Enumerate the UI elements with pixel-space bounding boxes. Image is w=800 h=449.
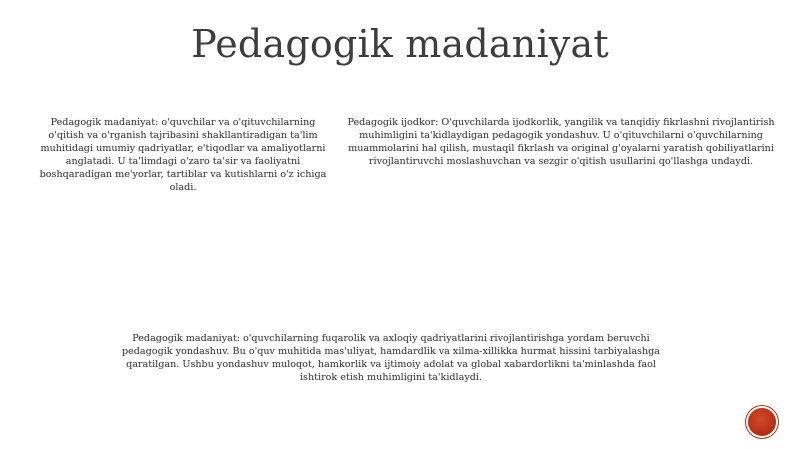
slide-title: Pedagogik madaniyat	[191, 22, 609, 66]
next-slide-circle-icon[interactable]	[748, 408, 776, 436]
paragraph-pedagogik-madaniyat-left: Pedagogik madaniyat: o'quvchilar va o'qituvchilarning o'qitish va o'rganish tajribasini shakllantiradigan ta'lim muhitidagi umumiy qadriyatlar, e'tiqodlar va amaliyotlarni anglatadi. U ta'limdagi o'zaro ta'sir va faoliyatni boshqaradigan me'yorlar, tartiblar va kutishlarni o'z ichiga oladi.	[39, 117, 327, 193]
paragraph-pedagogik-madaniyat-bottom: Pedagogik madaniyat: o'quvchilarning fuqarolik va axloqiy qadriyatlarini rivojlantirishga yordam beruvchi pedagogik yondashuv. Bu o'quv muhitida mas'uliyat, hamdardlik va xilma-xillikka hurmat hissini tarbiyalashga qaratilgan. Ushbu yondashuv muloqot, hamkorlik va ijtimoiy adolat va global xabardorlikni ta'minlashda faol ishtirok etish muhimligini ta'kidlaydi.	[121, 333, 661, 383]
paragraph-pedagogik-ijodkor: Pedagogik ijodkor: O'quvchilarda ijodkorlik, yangilik va tanqidiy fikrlashni rivojlantirish muhimligini ta'kidlaydigan pedagogik yondashuv. U o'qituvchilarni o'quvchilarning muammolarini hal qilish, mustaqil fikrlash va original g'oyalarni yaratish qobiliyatlarini rivojlantiruvchi moslashuvchan va sezgir o'qitish usullarini qo'llashga undaydi.	[347, 117, 775, 167]
